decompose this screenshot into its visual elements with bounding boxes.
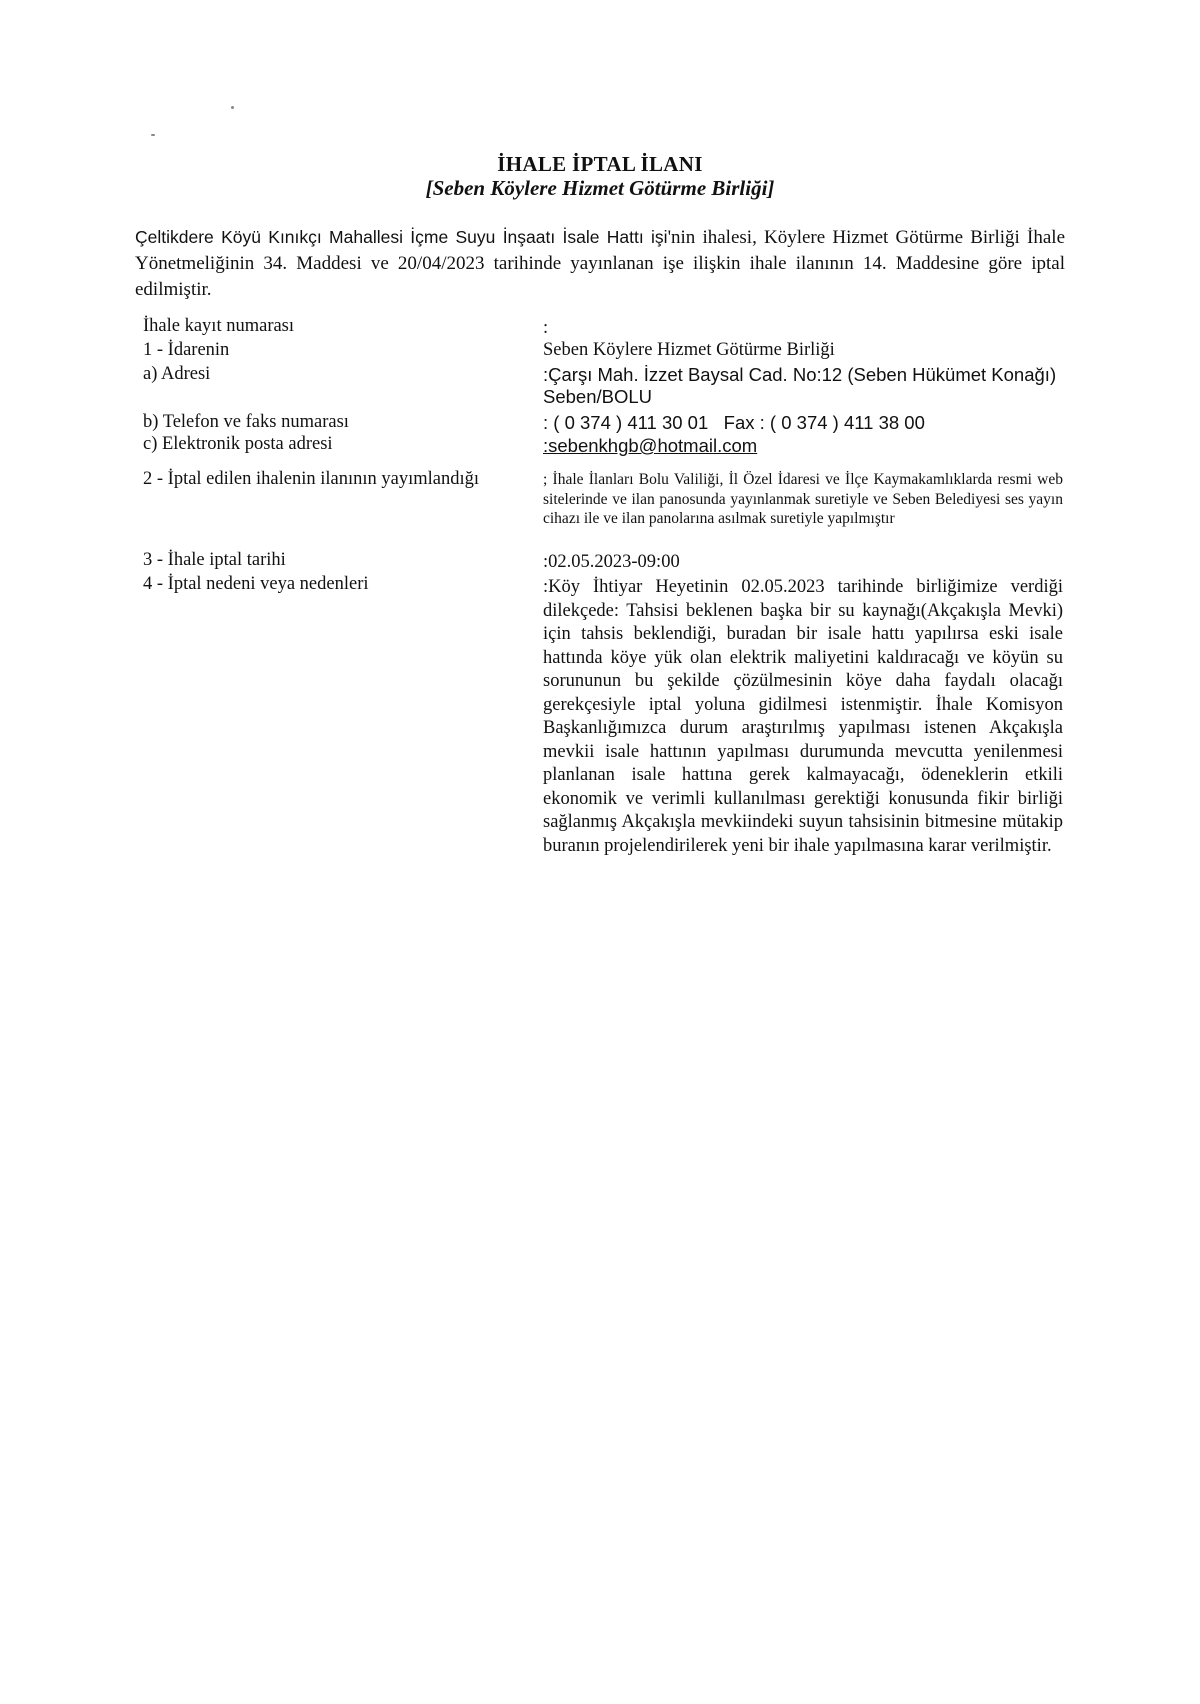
phone-fax-value: : ( 0 374 ) 411 30 01 Fax : ( 0 374 ) 411 38 00	[543, 412, 925, 433]
publication-label: 2 - İptal edilen ihalenin ilanının yayımlandığı	[143, 469, 479, 489]
scan-speck	[151, 134, 155, 136]
administration-value: Seben Köylere Hizmet Götürme Birliği	[543, 340, 835, 360]
cancel-reason-label: 4 - İptal nedeni veya nedenleri	[143, 574, 369, 594]
administration-label: 1 - İdarenin	[143, 340, 230, 360]
cancel-date-value: :02.05.2023-09:00	[543, 552, 680, 572]
address-value: :Çarşı Mah. İzzet Baysal Cad. No:12 (Seben Hükümet Konağı) Seben/BOLU	[543, 364, 1057, 407]
intro-paragraph	[135, 224, 1065, 303]
cancel-date-label: 3 - İhale iptal tarihi	[143, 550, 286, 570]
phone-fax-label: b) Telefon ve faks numarası	[143, 412, 349, 432]
email-label: c) Elektronik posta adresi	[143, 434, 333, 454]
address-label: a) Adresi	[143, 364, 211, 384]
notice-title: İHALE İPTAL İLANI	[497, 152, 703, 176]
cancel-reason-value: :Köy İhtiyar Heyetinin 02.05.2023 tarihinde birliğimize verdiği dilekçede: Tahsisi beklenen başka bir su kaynağı(Akçakışla Mevki) için tahsis beklendiği, buradan bir isale hattı yapılırsa eski isale hattında köye yük olan elektrik maliyetini kaldıracağı ve köyün su sorununun bu şekilde çözülmesinin köye daha faydalı olacağı gerekçesiyle iptal yoluna gidilmesi istenmiştir. İhale Komisyon Başkanlığımızca durum araştırılmış yapılması istenen Akçakışla mevkii isale hattının yapılması durumunda mevcutta yenilenmesi planlanan isale hattına gerek kalmayacağı, ödeneklerin etkili ekonomik ve verimli kullanılması gerektiği konusunda fikir birliği sağlanmış Akçakışla mevkiindeki suyun tahsisinin bitmesine mütakip buranın projelendirilerek yeni bir ihale yapılmasına karar verilmiştir.	[543, 577, 1063, 856]
registry-number-value: :	[543, 318, 549, 338]
email-link[interactable]: :sebenkhgb@hotmail.com	[543, 435, 758, 456]
registry-number-label: İhale kayıt numarası	[143, 316, 295, 336]
scan-speck	[231, 106, 234, 109]
intro-text: 'nin ihalesi, Köylere Hizmet Götürme Birliği İhale Yönetmeliğinin 34. Maddesi ve 20/04/2023 tarihinde yayınlanan işe ilişkin ihale ilanının 14. Maddesine göre iptal edilmiştir.	[135, 227, 1065, 300]
notice-subtitle: [Seben Köylere Hizmet Götürme Birliği]	[425, 176, 775, 200]
intro-work-name: Çeltikdere Köyü Kınıkçı Mahallesi İçme Suyu İnşaatı İsale Hattı işi	[135, 227, 668, 247]
publication-value: ; İhale İlanları Bolu Valiliği, İl Özel İdaresi ve İlçe Kaymakamlıklarda resmi web sitelerinde ve ilan panosunda yayınlanmak suretiyle ve Seben Belediyesi ses yayın cihazı ile ve ilan panolarına asılmak suretiyle yapılmıştır	[543, 471, 1063, 527]
